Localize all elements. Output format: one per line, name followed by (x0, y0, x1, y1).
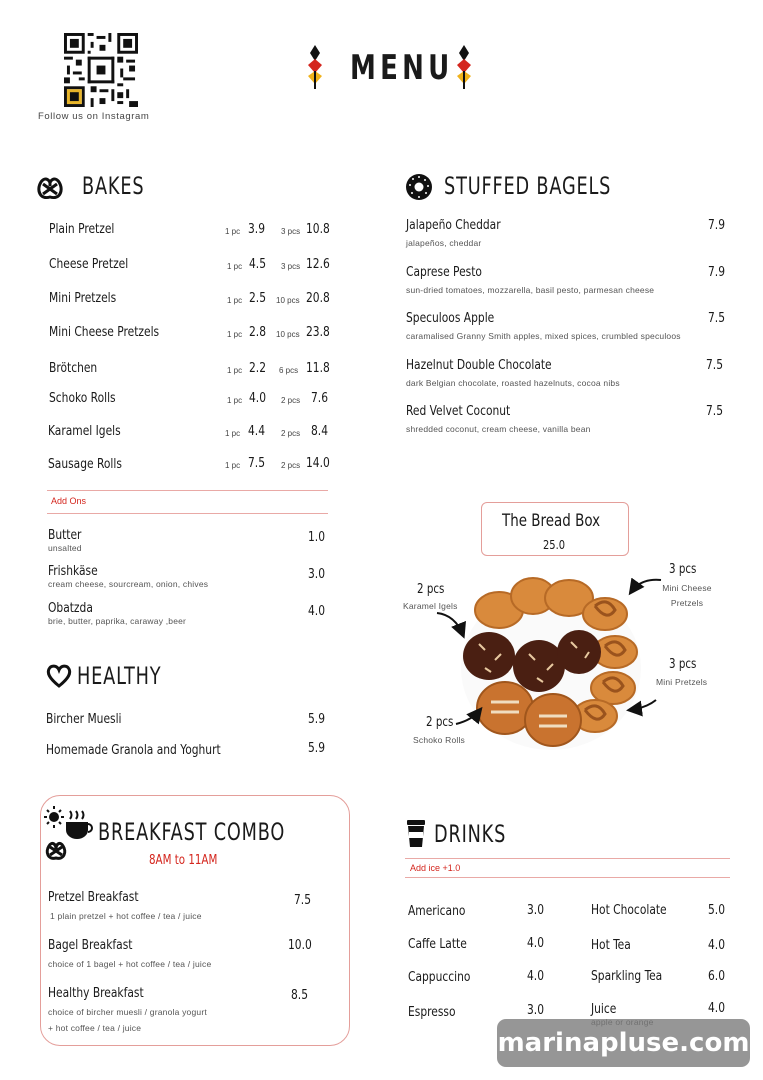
ice-note: Add ice +1.0 (410, 863, 461, 873)
takeaway-cup-icon (405, 818, 427, 848)
price: 14.0 (306, 455, 330, 471)
price: 7.5 (706, 357, 723, 373)
menu-item-name: Bircher Muesli (46, 711, 122, 727)
bakes-heading: BAKES (82, 172, 145, 200)
menu-item-name: Schoko Rolls (49, 390, 116, 406)
menu-item-name: Bagel Breakfast (48, 937, 133, 953)
divider (47, 513, 328, 514)
qty-label: 6 pcs (279, 366, 299, 375)
bread-box-count: 3 pcs (669, 657, 697, 672)
menu-item-desc: + hot coffee / tea / juice (48, 1023, 142, 1033)
wheat-flag-icon (303, 43, 327, 91)
bread-box-item: Mini Cheese Pretzels (662, 583, 712, 608)
menu-item-name: Mini Pretzels (49, 290, 117, 306)
menu-item-name: Pretzel Breakfast (48, 889, 139, 905)
drink-name: Cappuccino (408, 969, 471, 985)
price: 23.8 (306, 324, 330, 340)
addons-label: Add Ons (51, 496, 87, 506)
bread-box-item: Schoko Rolls (413, 735, 466, 745)
price: 10.0 (288, 937, 312, 953)
menu-item-desc: choice of bircher muesli / granola yogurt (48, 1007, 207, 1017)
divider (47, 490, 328, 491)
menu-item-name: Plain Pretzel (49, 221, 115, 237)
bread-box-item: Karamel Igels (403, 601, 458, 611)
price: 3.0 (527, 902, 544, 918)
breakfast-sun-coffee-pretzel-icon (44, 805, 96, 861)
price: 7.5 (294, 892, 311, 908)
menu-item-name: Brötchen (49, 360, 98, 376)
pretzel-icon (35, 172, 65, 202)
menu-item-name: Healthy Breakfast (48, 985, 144, 1001)
menu-item-name: Sausage Rolls (48, 456, 122, 472)
menu-item-desc: sun-dried tomatoes, mozzarella, basil pesto, parmesan cheese (406, 285, 655, 295)
price: 2.8 (249, 324, 266, 340)
price: 2.5 (249, 290, 266, 306)
price: 2.2 (249, 360, 266, 376)
price: 7.9 (708, 264, 725, 280)
bagel-icon (404, 172, 434, 202)
drink-name: Juice (591, 1001, 617, 1017)
price: 5.0 (708, 902, 725, 918)
price: 5.9 (308, 740, 325, 756)
instagram-qr-code[interactable] (64, 33, 138, 107)
price: 11.8 (306, 360, 330, 376)
divider (405, 858, 730, 859)
qty-label: 3 pcs (281, 227, 301, 236)
menu-item-name: Mini Cheese Pretzels (49, 324, 160, 340)
qty-label: 1 pc (225, 227, 241, 236)
menu-item-desc: caramalised Granny Smith apples, mixed spices, crumbled speculoos (406, 331, 681, 341)
price: 5.9 (308, 711, 325, 727)
menu-item-desc: jalapeños, cheddar (406, 238, 482, 248)
bread-box-count: 3 pcs (669, 562, 697, 577)
price: 7.5 (248, 455, 265, 471)
qty-label: 1 pc (225, 461, 241, 470)
qty-label: 3 pcs (281, 262, 301, 271)
qty-label: 1 pc (227, 366, 243, 375)
addon-desc: brie, butter, paprika, caraway ,beer (48, 616, 187, 626)
addon-name: Obatzda (48, 600, 93, 616)
price: 7.6 (311, 390, 328, 406)
menu-item-desc: shredded coconut, cream cheese, vanilla bean (406, 424, 591, 434)
bagels-heading: STUFFED BAGELS (444, 172, 612, 200)
wheat-flag-icon (452, 43, 476, 91)
menu-item-name: Jalapeño Cheddar (406, 217, 501, 233)
price: 7.5 (706, 403, 723, 419)
price: 4.0 (249, 390, 266, 406)
bread-box-count: 2 pcs (426, 715, 454, 730)
addon-desc: cream cheese, sourcream, onion, chives (48, 579, 209, 589)
drink-name: Sparkling Tea (591, 968, 663, 984)
menu-item-name: Red Velvet Coconut (406, 403, 511, 419)
addon-name: Butter (48, 527, 82, 543)
price: 8.4 (311, 423, 328, 439)
bread-box-count: 2 pcs (417, 582, 445, 597)
price: 3.9 (248, 221, 265, 237)
menu-item-name: Cheese Pretzel (49, 256, 129, 272)
price: 4.0 (708, 937, 725, 953)
price: 4.4 (248, 423, 265, 439)
menu-item-name: Speculoos Apple (406, 310, 495, 326)
price: 4.0 (527, 935, 544, 951)
qty-label: 1 pc (227, 262, 243, 271)
follow-instagram-text: Follow us on Instagram (38, 111, 150, 122)
price: 4.5 (249, 256, 266, 272)
watermark: marinapluse.com (497, 1019, 750, 1067)
menu-item-desc: choice of 1 bagel + hot coffee / tea / juice (48, 959, 212, 969)
bread-box-title: The Bread Box (502, 511, 601, 531)
addon-name: Frishkäse (48, 563, 98, 579)
qty-label: 2 pcs (281, 461, 301, 470)
qty-label: 10 pcs (276, 296, 300, 305)
qty-label: 2 pcs (281, 429, 301, 438)
drink-name: Americano (408, 903, 466, 919)
drinks-heading: DRINKS (434, 820, 507, 848)
price: 4.0 (708, 1000, 725, 1016)
qty-label: 2 pcs (281, 396, 301, 405)
qty-label: 1 pc (227, 396, 243, 405)
price: 3.0 (527, 1002, 544, 1018)
menu-item-desc: 1 plain pretzel + hot coffee / tea / juice (50, 911, 202, 921)
price: 7.5 (708, 310, 725, 326)
qty-label: 1 pc (227, 330, 243, 339)
price: 3.0 (308, 566, 325, 582)
menu-item-name: Hazelnut Double Chocolate (406, 357, 552, 373)
bread-box-price: 25.0 (543, 537, 566, 552)
price: 1.0 (308, 529, 325, 545)
drink-name: Espresso (408, 1004, 456, 1020)
breakfast-hours: 8AM to 11AM (149, 853, 218, 868)
price: 10.8 (306, 221, 330, 237)
addon-desc: unsalted (48, 543, 82, 553)
menu-item-desc: dark Belgian chocolate, roasted hazelnuts, cocoa nibs (406, 378, 620, 388)
heart-icon (46, 664, 72, 688)
menu-item-name: Karamel Igels (48, 423, 121, 439)
price: 6.0 (708, 968, 725, 984)
price: 8.5 (291, 987, 308, 1003)
qty-label: 1 pc (227, 296, 243, 305)
drink-name: Hot Tea (591, 937, 631, 953)
price: 12.6 (306, 256, 330, 272)
page-title: MENU (350, 48, 454, 88)
price: 4.0 (308, 603, 325, 619)
drink-name: Hot Chocolate (591, 902, 667, 918)
price: 20.8 (306, 290, 330, 306)
price: 4.0 (527, 968, 544, 984)
healthy-heading: HEALTHY (77, 662, 162, 690)
menu-item-name: Caprese Pesto (406, 264, 482, 280)
divider (405, 877, 730, 878)
drink-name: Caffe Latte (408, 936, 467, 952)
menu-item-name: Homemade Granola and Yoghurt (46, 742, 221, 758)
breakfast-heading: BREAKFAST COMBO (98, 818, 286, 846)
price: 7.9 (708, 217, 725, 233)
bread-box-item: Mini Pretzels (656, 677, 708, 687)
bread-box-photo (455, 570, 647, 754)
qty-label: 1 pc (225, 429, 241, 438)
qty-label: 10 pcs (276, 330, 300, 339)
